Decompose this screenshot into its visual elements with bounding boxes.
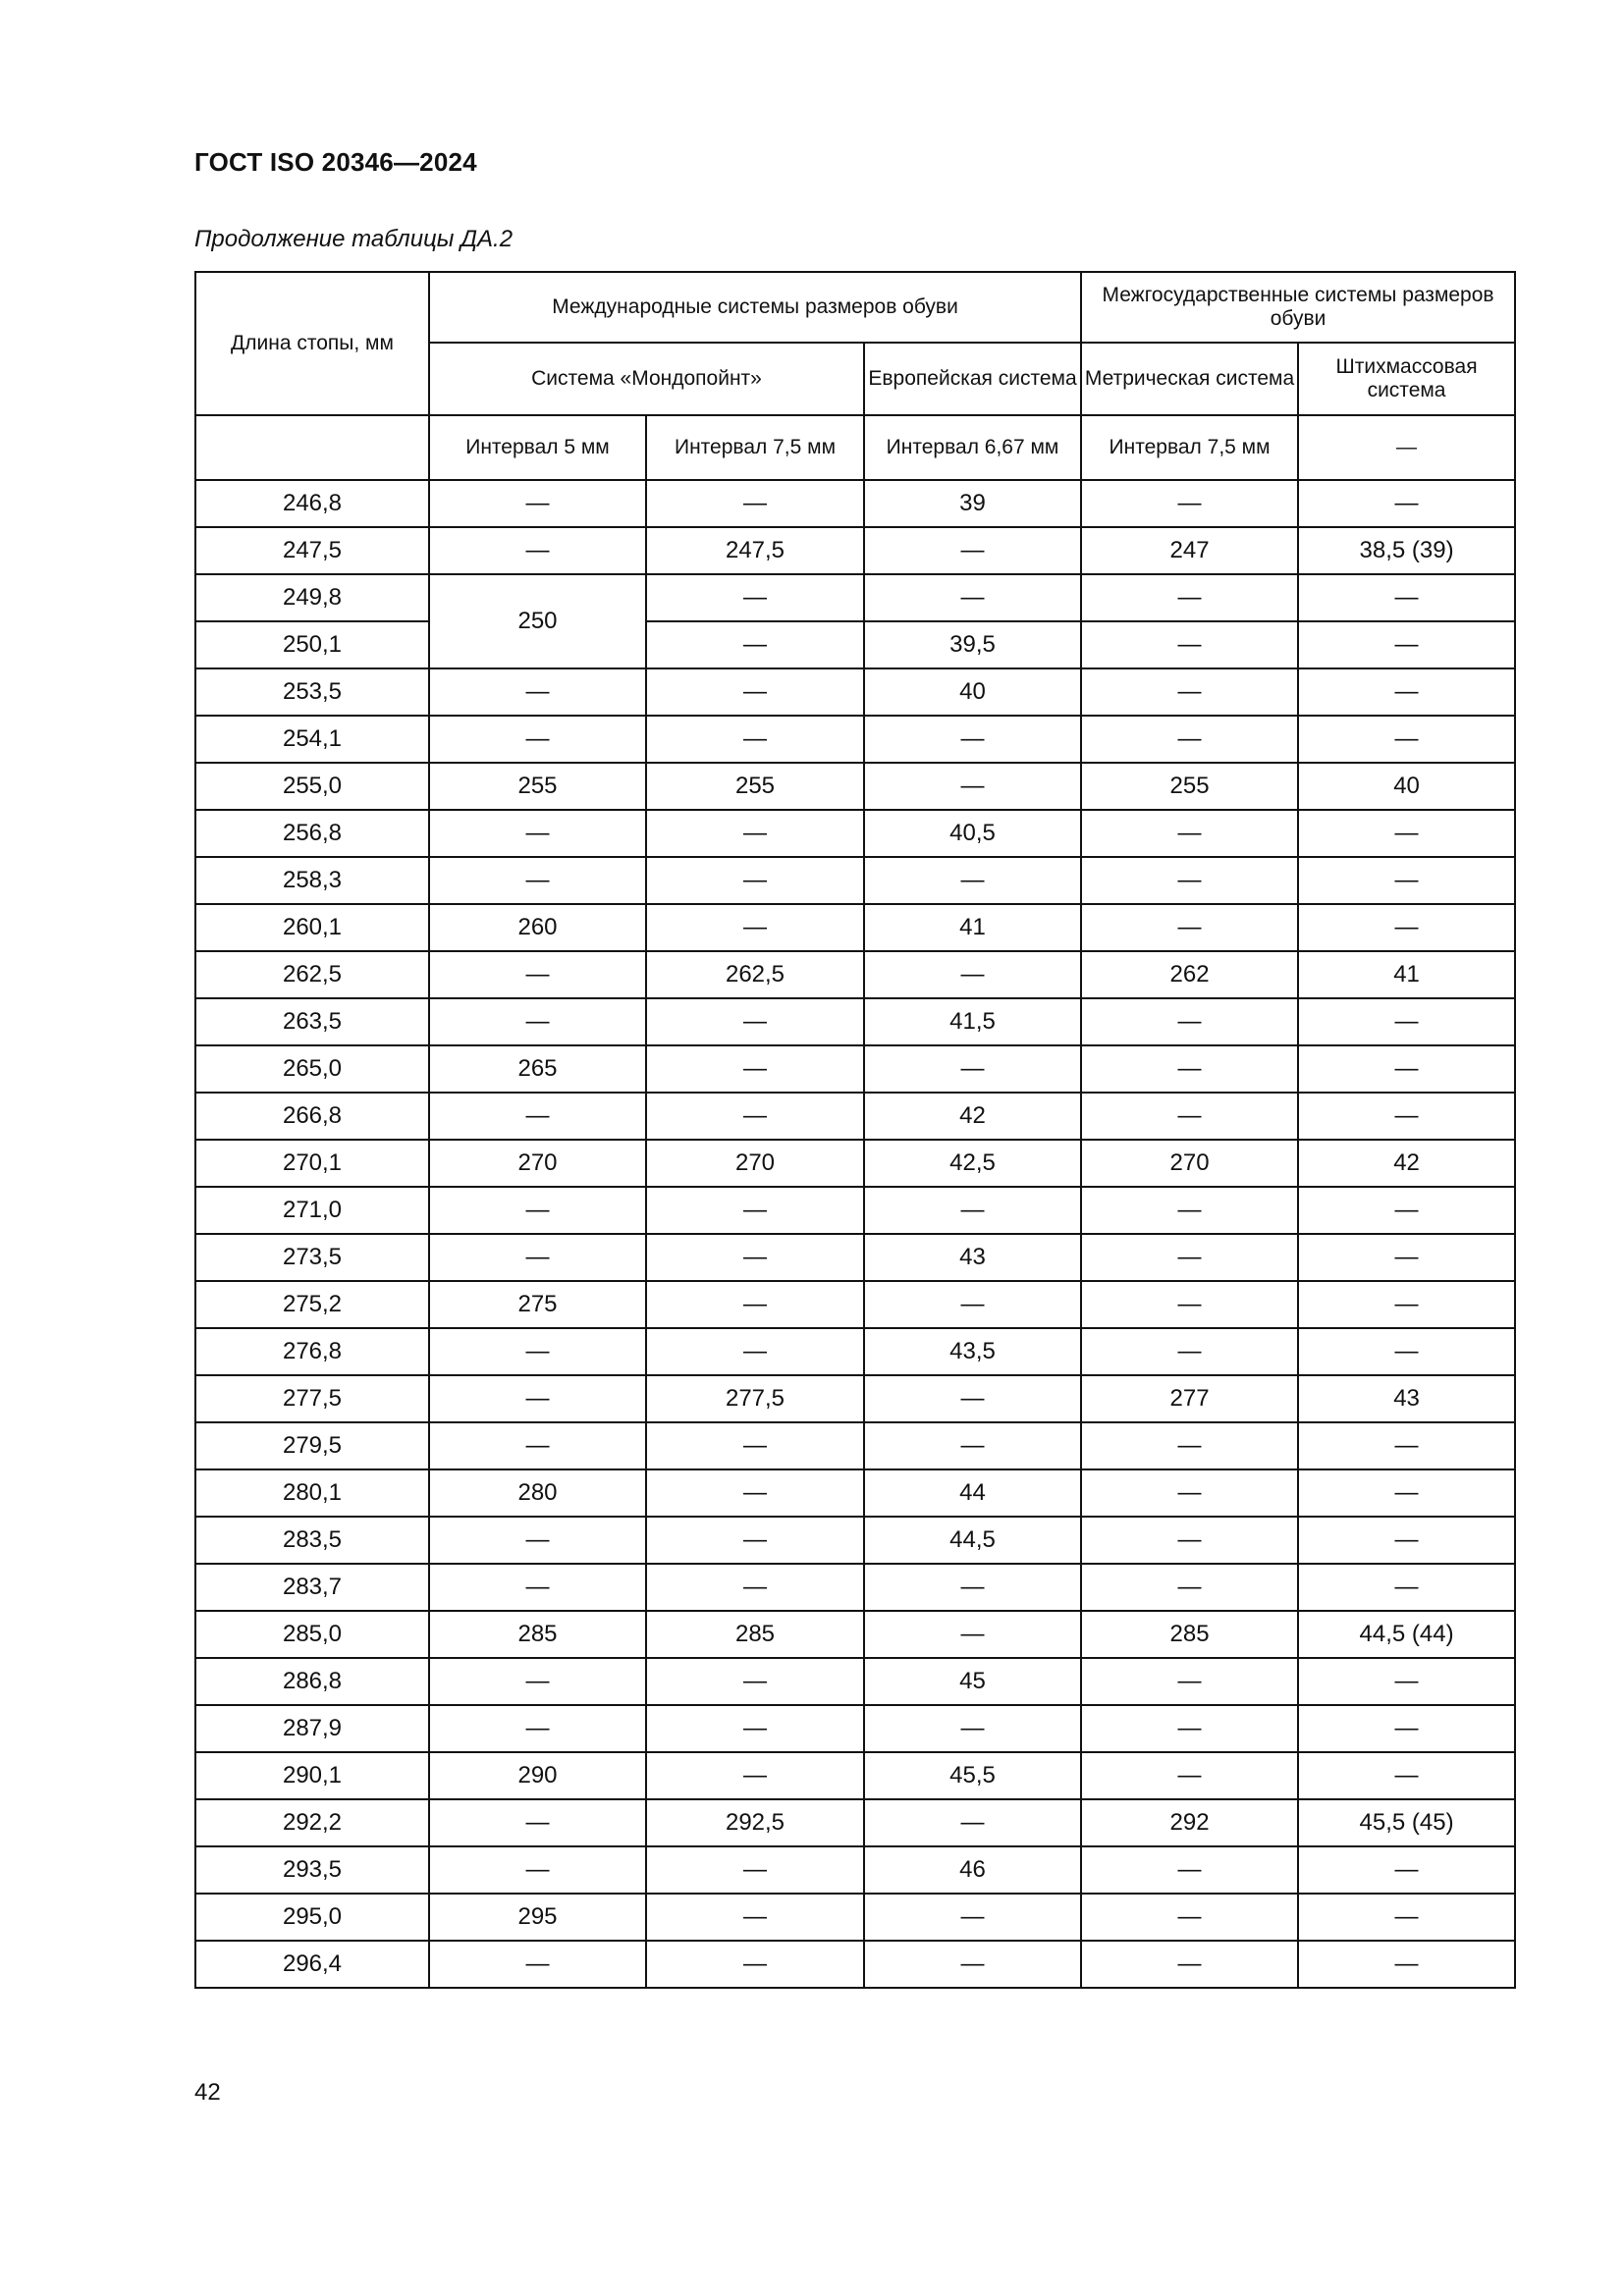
table-cell: 40	[1298, 763, 1515, 810]
table-body	[195, 480, 1515, 1988]
table-cell: —	[429, 1234, 646, 1281]
document-code: ГОСТ ISO 20346—2024	[194, 147, 477, 177]
table-cell: —	[864, 1705, 1081, 1752]
table-cell: —	[646, 1187, 864, 1234]
table-cell: —	[864, 951, 1081, 998]
table-cell: —	[646, 716, 864, 763]
table-row	[195, 810, 1515, 857]
cell-foot-length: 275,2	[195, 1281, 429, 1328]
table-row	[195, 716, 1515, 763]
table-cell: —	[646, 1469, 864, 1517]
cell-foot-length: 290,1	[195, 1752, 429, 1799]
table-cell: 270	[646, 1140, 864, 1187]
table-cell: —	[1298, 810, 1515, 857]
table-cell: 43	[1298, 1375, 1515, 1422]
table-row	[195, 1140, 1515, 1187]
table-cell: —	[646, 1894, 864, 1941]
table-cell: 42	[1298, 1140, 1515, 1187]
table-row	[195, 1564, 1515, 1611]
table-cell: 292,5	[646, 1799, 864, 1846]
table-row	[195, 621, 1515, 668]
table-cell: —	[864, 857, 1081, 904]
cell-foot-length: 270,1	[195, 1140, 429, 1187]
table-cell: —	[646, 857, 864, 904]
table-cell: —	[429, 1375, 646, 1422]
table-row	[195, 1894, 1515, 1941]
table-cell: —	[1298, 574, 1515, 621]
table-cell: 43,5	[864, 1328, 1081, 1375]
table-cell: —	[1298, 1422, 1515, 1469]
table-cell: 292	[1081, 1799, 1298, 1846]
table-cell: —	[646, 1281, 864, 1328]
table-cell: 38,5 (39)	[1298, 527, 1515, 574]
header-metric: Метрическая система	[1081, 343, 1298, 415]
table-cell: —	[864, 1894, 1081, 1941]
table-cell: —	[1298, 1328, 1515, 1375]
table-cell: —	[1298, 480, 1515, 527]
table-cell: —	[1081, 857, 1298, 904]
table-cell: —	[864, 1799, 1081, 1846]
cell-foot-length: 256,8	[195, 810, 429, 857]
table-cell: —	[429, 1564, 646, 1611]
table-cell: —	[1298, 1894, 1515, 1941]
table-row	[195, 1469, 1515, 1517]
table-row	[195, 1752, 1515, 1799]
table-cell: —	[429, 1517, 646, 1564]
table-row	[195, 574, 1515, 621]
table-cell: 295	[429, 1894, 646, 1941]
table-cell: 41,5	[864, 998, 1081, 1045]
cell-foot-length: 249,8	[195, 574, 429, 621]
cell-foot-length: 283,7	[195, 1564, 429, 1611]
cell-foot-length: 271,0	[195, 1187, 429, 1234]
table-cell: —	[1081, 904, 1298, 951]
cell-foot-length: 258,3	[195, 857, 429, 904]
table-cell: —	[864, 1281, 1081, 1328]
table-cell: 285	[646, 1611, 864, 1658]
table-row	[195, 1846, 1515, 1894]
table-cell: —	[1298, 668, 1515, 716]
table-cell: —	[864, 1422, 1081, 1469]
table-cell: —	[646, 1564, 864, 1611]
table-cell: —	[1298, 857, 1515, 904]
table-cell: —	[646, 998, 864, 1045]
table-row	[195, 1375, 1515, 1422]
table-cell: —	[429, 668, 646, 716]
header-shtikh-interval: —	[1298, 415, 1515, 480]
table-cell: 40,5	[864, 810, 1081, 857]
table-cell: —	[1081, 998, 1298, 1045]
table-cell: 277,5	[646, 1375, 864, 1422]
table-row	[195, 1799, 1515, 1846]
table-cell: 42,5	[864, 1140, 1081, 1187]
table-cell: 44,5 (44)	[1298, 1611, 1515, 1658]
cell-foot-length: 246,8	[195, 480, 429, 527]
table-cell: —	[1298, 1281, 1515, 1328]
table-row	[195, 1234, 1515, 1281]
table-cell: —	[429, 810, 646, 857]
cell-foot-length: 260,1	[195, 904, 429, 951]
table-cell: —	[429, 480, 646, 527]
table-cell: —	[429, 1422, 646, 1469]
table-cell: —	[1081, 1564, 1298, 1611]
table-cell: —	[429, 1093, 646, 1140]
table-cell: 270	[1081, 1140, 1298, 1187]
header-empty-corner	[195, 415, 429, 480]
table-cell: —	[1081, 574, 1298, 621]
table-cell: —	[646, 1941, 864, 1988]
table-cell: —	[646, 1093, 864, 1140]
table-cell: 277	[1081, 1375, 1298, 1422]
table-cell: 40	[864, 668, 1081, 716]
table-row	[195, 951, 1515, 998]
cell-foot-length: 255,0	[195, 763, 429, 810]
table-cell: —	[429, 527, 646, 574]
table-cell: —	[1081, 1894, 1298, 1941]
table-cell: —	[646, 574, 864, 621]
table-row	[195, 527, 1515, 574]
table-cell: —	[646, 668, 864, 716]
header-mondopoint: Система «Мондопойнт»	[429, 343, 864, 415]
table-cell: —	[646, 810, 864, 857]
cell-foot-length: 253,5	[195, 668, 429, 716]
cell-foot-length: 279,5	[195, 1422, 429, 1469]
table-cell: —	[1298, 1752, 1515, 1799]
header-interval-7-5-metric: Интервал 7,5 мм	[1081, 415, 1298, 480]
table-row	[195, 668, 1515, 716]
table-cell: —	[646, 1705, 864, 1752]
table-row	[195, 1658, 1515, 1705]
table-cell: 285	[1081, 1611, 1298, 1658]
table-cell: —	[1298, 1093, 1515, 1140]
cell-foot-length: 285,0	[195, 1611, 429, 1658]
table-row	[195, 1611, 1515, 1658]
table-row	[195, 1187, 1515, 1234]
header-international-systems: Международные системы размеров обуви	[429, 272, 1081, 343]
shoe-size-table	[194, 271, 1516, 1989]
table-cell: —	[429, 716, 646, 763]
table-cell: 39,5	[864, 621, 1081, 668]
table-cell: —	[646, 1846, 864, 1894]
table-cell: 260	[429, 904, 646, 951]
page-number: 42	[194, 2079, 221, 2106]
table-cell: —	[1298, 1517, 1515, 1564]
cell-foot-length: 286,8	[195, 1658, 429, 1705]
cell-foot-length: 293,5	[195, 1846, 429, 1894]
table-row	[195, 1093, 1515, 1140]
table-cell: —	[1298, 1469, 1515, 1517]
table-row	[195, 1941, 1515, 1988]
table-cell: —	[429, 857, 646, 904]
header-foot-length: Длина стопы, мм	[195, 272, 429, 415]
table-cell: 39	[864, 480, 1081, 527]
table-cell: —	[864, 1611, 1081, 1658]
table-cell: —	[429, 1328, 646, 1375]
table-cell: 255	[646, 763, 864, 810]
table-cell: 255	[429, 763, 646, 810]
table-cell: —	[1081, 1328, 1298, 1375]
table-cell: 247	[1081, 527, 1298, 574]
table-cell: —	[864, 574, 1081, 621]
table-cell: —	[429, 1799, 646, 1846]
table-cell: 42	[864, 1093, 1081, 1140]
cell-foot-length: 280,1	[195, 1469, 429, 1517]
table-cell: 255	[1081, 763, 1298, 810]
cell-foot-length: 263,5	[195, 998, 429, 1045]
table-cell: 290	[429, 1752, 646, 1799]
cell-foot-length: 266,8	[195, 1093, 429, 1140]
table-cell: —	[429, 951, 646, 998]
header-interval-5: Интервал 5 мм	[429, 415, 646, 480]
cell-foot-length: 262,5	[195, 951, 429, 998]
header-shtikh: Штихмассовая система	[1298, 343, 1515, 415]
table-cell: —	[646, 1328, 864, 1375]
table-cell: 247,5	[646, 527, 864, 574]
table-row	[195, 1045, 1515, 1093]
table-cell: 285	[429, 1611, 646, 1658]
table-cell: 43	[864, 1234, 1081, 1281]
table-cell: —	[646, 621, 864, 668]
table-cell: —	[1081, 1045, 1298, 1093]
table-cell: —	[1298, 1941, 1515, 1988]
table-cell: —	[1298, 716, 1515, 763]
table-cell: —	[1081, 1422, 1298, 1469]
table-cell: —	[429, 1705, 646, 1752]
table-cell: 44	[864, 1469, 1081, 1517]
table-cell: —	[1298, 904, 1515, 951]
table-cell: 45,5 (45)	[1298, 1799, 1515, 1846]
table-cell: —	[864, 1941, 1081, 1988]
table-cell: —	[429, 1658, 646, 1705]
table-cell: —	[864, 1045, 1081, 1093]
cell-foot-length: 273,5	[195, 1234, 429, 1281]
table-cell: 41	[1298, 951, 1515, 998]
table-cell: —	[1081, 1469, 1298, 1517]
table-cell: —	[646, 1045, 864, 1093]
table-cell: —	[429, 998, 646, 1045]
header-interstate-systems: Межгосударственные системы размеров обуви	[1081, 272, 1515, 343]
header-interval-6-67: Интервал 6,67 мм	[864, 415, 1081, 480]
table-cell: —	[646, 1517, 864, 1564]
table-row	[195, 1517, 1515, 1564]
table-cell: —	[1081, 1187, 1298, 1234]
table-cell: —	[1081, 716, 1298, 763]
cell-foot-length: 283,5	[195, 1517, 429, 1564]
table-cell: —	[646, 1234, 864, 1281]
table-cell: —	[1081, 1658, 1298, 1705]
table-row	[195, 763, 1515, 810]
table-cell: —	[646, 1658, 864, 1705]
table-cell: —	[1298, 1705, 1515, 1752]
table-row	[195, 1328, 1515, 1375]
table-cell: 45	[864, 1658, 1081, 1705]
table-caption: Продолжение таблицы ДА.2	[194, 226, 514, 252]
table-cell: —	[1081, 810, 1298, 857]
table-row	[195, 480, 1515, 527]
table-cell: 44,5	[864, 1517, 1081, 1564]
table-cell: —	[1081, 1517, 1298, 1564]
table-cell: —	[1081, 1752, 1298, 1799]
table-cell: —	[1081, 480, 1298, 527]
header-european: Европейская система	[864, 343, 1081, 415]
cell-foot-length: 292,2	[195, 1799, 429, 1846]
table-cell: 265	[429, 1045, 646, 1093]
table-cell: —	[1298, 998, 1515, 1045]
table-row	[195, 1422, 1515, 1469]
table-row	[195, 857, 1515, 904]
table-cell: —	[864, 1187, 1081, 1234]
table-cell: —	[429, 1846, 646, 1894]
table-cell: —	[1298, 621, 1515, 668]
table-cell: —	[864, 527, 1081, 574]
cell-foot-length: 295,0	[195, 1894, 429, 1941]
table-cell: —	[646, 1752, 864, 1799]
table-cell: —	[864, 716, 1081, 763]
cell-foot-length: 250,1	[195, 621, 429, 668]
cell-foot-length: 277,5	[195, 1375, 429, 1422]
table-cell: —	[429, 1941, 646, 1988]
table-cell: 250	[429, 574, 646, 668]
table-cell: —	[1081, 1705, 1298, 1752]
table-cell: —	[864, 1375, 1081, 1422]
cell-foot-length: 254,1	[195, 716, 429, 763]
table-cell: —	[1298, 1846, 1515, 1894]
table-cell: —	[646, 904, 864, 951]
table-cell: 262,5	[646, 951, 864, 998]
table-cell: —	[1081, 1846, 1298, 1894]
table-cell: —	[429, 1187, 646, 1234]
table-row	[195, 1281, 1515, 1328]
table-cell: 280	[429, 1469, 646, 1517]
cell-foot-length: 247,5	[195, 527, 429, 574]
table-cell: 262	[1081, 951, 1298, 998]
cell-foot-length: 287,9	[195, 1705, 429, 1752]
table-cell: —	[1298, 1658, 1515, 1705]
cell-foot-length: 265,0	[195, 1045, 429, 1093]
table-cell: —	[1081, 1234, 1298, 1281]
table-cell: —	[646, 1422, 864, 1469]
table-cell: —	[646, 480, 864, 527]
cell-foot-length: 296,4	[195, 1941, 429, 1988]
table-cell: —	[1081, 621, 1298, 668]
table-cell: —	[864, 763, 1081, 810]
table-cell: —	[1081, 668, 1298, 716]
table-cell: 275	[429, 1281, 646, 1328]
table-cell: 45,5	[864, 1752, 1081, 1799]
table-cell: —	[864, 1564, 1081, 1611]
table-cell: —	[1081, 1281, 1298, 1328]
table-row	[195, 904, 1515, 951]
table-cell: —	[1081, 1093, 1298, 1140]
table-cell: 41	[864, 904, 1081, 951]
header-interval-7-5: Интервал 7,5 мм	[646, 415, 864, 480]
table-cell: —	[1298, 1564, 1515, 1611]
table-cell: 46	[864, 1846, 1081, 1894]
table-row	[195, 1705, 1515, 1752]
table-cell: —	[1081, 1941, 1298, 1988]
table-cell: —	[1298, 1045, 1515, 1093]
table-cell: —	[1298, 1187, 1515, 1234]
cell-foot-length: 276,8	[195, 1328, 429, 1375]
table-cell: —	[1298, 1234, 1515, 1281]
table-cell: 270	[429, 1140, 646, 1187]
table-row	[195, 998, 1515, 1045]
